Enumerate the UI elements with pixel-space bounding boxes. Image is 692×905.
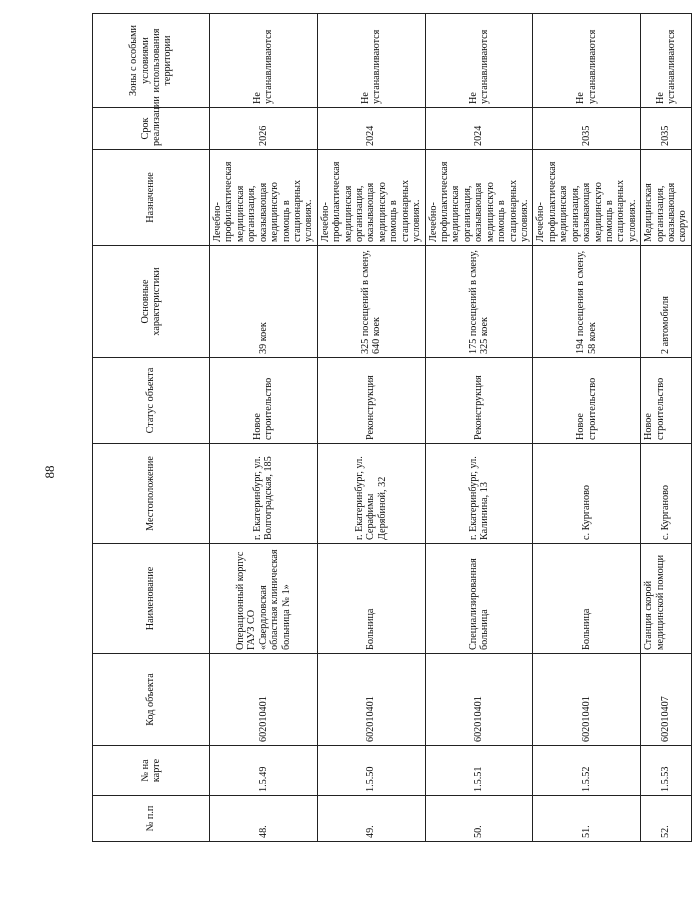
cell-location: г. Екатеринбург, ул. Калинина, 13 [425,444,533,544]
header-row [93,14,210,842]
cell-code: 602010401 [533,654,641,746]
col-header-characteristics: Основные характеристики [93,246,210,358]
cell-characteristics: 175 посещений в смену, 325 коек [425,246,533,358]
cell-map-no: 1.5.52 [533,746,641,796]
cell-location: г. Екатеринбург, ул. Серафимы Дерябиной, 32 [317,444,425,544]
cell-term: 2035 [641,108,692,150]
cell-purpose: Лечебно-профилактическая медицинская организация, оказывающая медицинскую помощь в стационарных условиях. [210,150,318,246]
cell-term: 2024 [317,108,425,150]
cell-map-no: 1.5.50 [317,746,425,796]
cell-name: Станция скорой медицинской помощи [641,544,692,654]
cell-num: 50. [425,796,533,842]
cell-code: 602010401 [317,654,425,746]
cell-name: Больница [533,544,641,654]
cell-purpose: Медицинская организация, оказывающая скорую [641,150,692,246]
col-header-code: Код объекта [93,654,210,746]
table-row [210,14,318,842]
cell-zones: Не устанавливаются [425,14,533,108]
col-header-map-no: № на карте [93,746,210,796]
objects-table [92,13,692,842]
table-row [533,14,641,842]
col-header-name: Наименование [93,544,210,654]
cell-characteristics: 194 посещения в смену, 58 коек [533,246,641,358]
cell-characteristics: 325 посещений в смену, 640 коек [317,246,425,358]
cell-map-no: 1.5.49 [210,746,318,796]
col-header-status: Статус объекта [93,358,210,444]
table-row [317,14,425,842]
col-header-num: № п.п [93,796,210,842]
cell-num: 52. [641,796,692,842]
cell-status: Новое строительство [533,358,641,444]
cell-zones: Не устанавливаются [533,14,641,108]
cell-code: 602010401 [210,654,318,746]
cell-code: 602010407 [641,654,692,746]
cell-num: 49. [317,796,425,842]
cell-term: 2035 [533,108,641,150]
cell-zones: Не устанавливаются [317,14,425,108]
cell-status: Реконструкция [425,358,533,444]
table-row [641,14,692,842]
cell-location: г. Екатеринбург, ул. Волгоградская, 185 [210,444,318,544]
cell-characteristics: 39 коек [210,246,318,358]
cell-characteristics: 2 автомобиля [641,246,692,358]
cell-name: Больница [317,544,425,654]
cell-code: 602010401 [425,654,533,746]
cell-map-no: 1.5.53 [641,746,692,796]
cell-purpose: Лечебно-профилактическая медицинская организация, оказывающая медицинскую помощь в стационарных условиях. [533,150,641,246]
col-header-location: Местоположение [93,444,210,544]
cell-term: 2024 [425,108,533,150]
rotated-table-area [92,14,689,842]
cell-num: 51. [533,796,641,842]
col-header-zones: Зоны с особыми условиями использования территории [93,14,210,108]
cell-location: с. Курганово [533,444,641,544]
cell-status: Новое строительство [641,358,692,444]
table-row [425,14,533,842]
cell-zones: Не устанавливаются [641,14,692,108]
cell-location: с. Курганово [641,444,692,544]
page-number: 88 [42,465,57,479]
cell-zones: Не устанавливаются [210,14,318,108]
cell-purpose: Лечебно-профилактическая медицинская организация, оказывающая медицинскую помощь в стационарных условиях. [317,150,425,246]
cell-status: Реконструкция [317,358,425,444]
col-header-term: Срок реализации [93,108,210,150]
col-header-purpose: Назначение [93,150,210,246]
cell-num: 48. [210,796,318,842]
cell-name: Специализированная больница [425,544,533,654]
cell-purpose: Лечебно-профилактическая медицинская организация, оказывающая медицинскую помощь в стационарных условиях. [425,150,533,246]
table-container [92,14,689,842]
cell-name: Операционный корпус ГАУЗ СО «Свердловская областная клиническая больница № 1» [210,544,318,654]
cell-term: 2026 [210,108,318,150]
cell-status: Новое строительство [210,358,318,444]
cell-map-no: 1.5.51 [425,746,533,796]
